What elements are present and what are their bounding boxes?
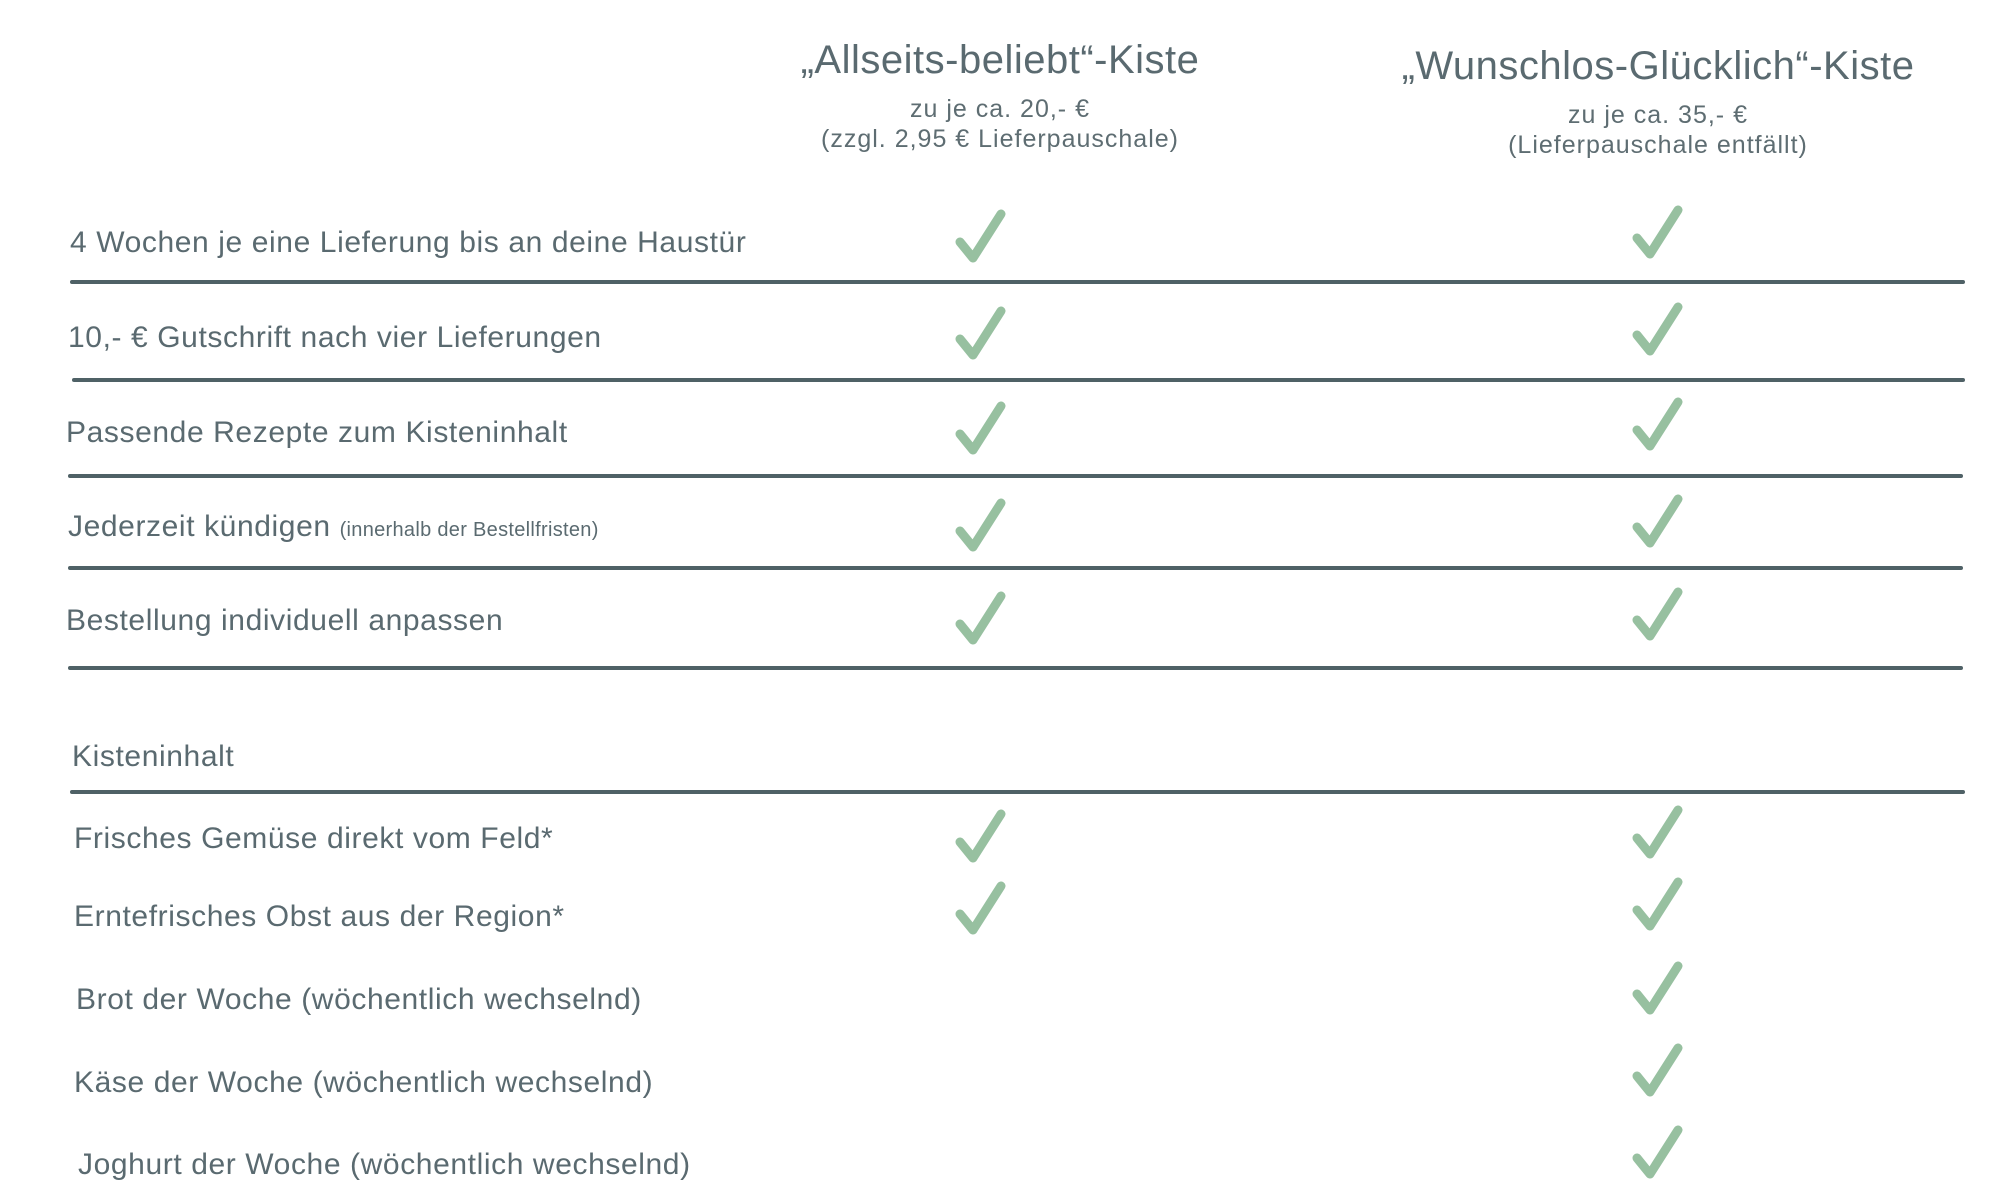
feature-label-recipes <box>66 416 568 450</box>
section-heading-kisteninhalt: Kisteninhalt <box>72 740 235 773</box>
check-icon <box>1632 301 1684 359</box>
feature-label-customize <box>66 604 503 638</box>
check-icon <box>955 305 1007 363</box>
plan-title: „Allseits-beliebt“-Kiste <box>800 38 1200 82</box>
feature-label-delivery <box>70 226 746 260</box>
feature-text: Jederzeit kündigen <box>68 510 331 543</box>
row-divider <box>70 280 1965 284</box>
row-divider <box>68 566 1963 570</box>
feature-note: (innerhalb der Bestellfristen) <box>339 519 599 541</box>
feature-text: 10,- € Gutschrift nach vier Lieferungen <box>68 321 602 354</box>
check-icon <box>1632 1124 1684 1182</box>
row-divider <box>68 666 1963 670</box>
plan-title: „Wunschlos-Glücklich“-Kiste <box>1401 44 1915 88</box>
content-item-gemuese: Frisches Gemüse direkt vom Feld* <box>74 822 554 855</box>
check-icon <box>1632 960 1684 1018</box>
check-icon <box>1632 1042 1684 1100</box>
content-item-brot: Brot der Woche (wöchentlich wechselnd) <box>76 983 642 1016</box>
check-icon <box>1632 493 1684 551</box>
content-item-kaese: Käse der Woche (wöchentlich wechselnd) <box>74 1066 654 1099</box>
feature-text: 4 Wochen je eine Lieferung bis an deine Haustür <box>70 226 747 259</box>
check-icon <box>1632 804 1684 862</box>
check-icon <box>955 208 1007 266</box>
plan-pricing <box>720 94 1280 154</box>
plan-pricing <box>1378 100 1938 160</box>
row-divider <box>72 378 1965 382</box>
plan-header-wunschlos-gluecklich <box>1378 42 1938 160</box>
feature-label-credit <box>68 321 602 355</box>
feature-text: Bestellung individuell anpassen <box>66 604 504 637</box>
plan-delivery-note: (zzgl. 2,95 € Lieferpauschale) <box>821 125 1179 153</box>
plan-delivery-note: (Lieferpauschale entfällt) <box>1508 131 1808 159</box>
check-icon <box>1632 396 1684 454</box>
check-icon <box>1632 204 1684 262</box>
plan-price: zu je ca. 35,- € <box>1568 101 1748 129</box>
plan-price: zu je ca. 20,- € <box>910 95 1090 123</box>
row-divider <box>68 474 1963 478</box>
check-icon <box>955 590 1007 648</box>
feature-label-cancel <box>68 510 599 544</box>
check-icon <box>955 497 1007 555</box>
check-icon <box>955 808 1007 866</box>
content-item-joghurt: Joghurt der Woche (wöchentlich wechselnd) <box>78 1148 691 1181</box>
feature-text: Passende Rezepte zum Kisteninhalt <box>66 416 568 449</box>
content-item-obst: Erntefrisches Obst aus der Region* <box>74 900 565 933</box>
check-icon <box>1632 586 1684 644</box>
plan-header-allseits-beliebt <box>720 36 1280 154</box>
check-icon <box>955 880 1007 938</box>
check-icon <box>955 400 1007 458</box>
check-icon <box>1632 876 1684 934</box>
section-divider <box>70 790 1965 794</box>
